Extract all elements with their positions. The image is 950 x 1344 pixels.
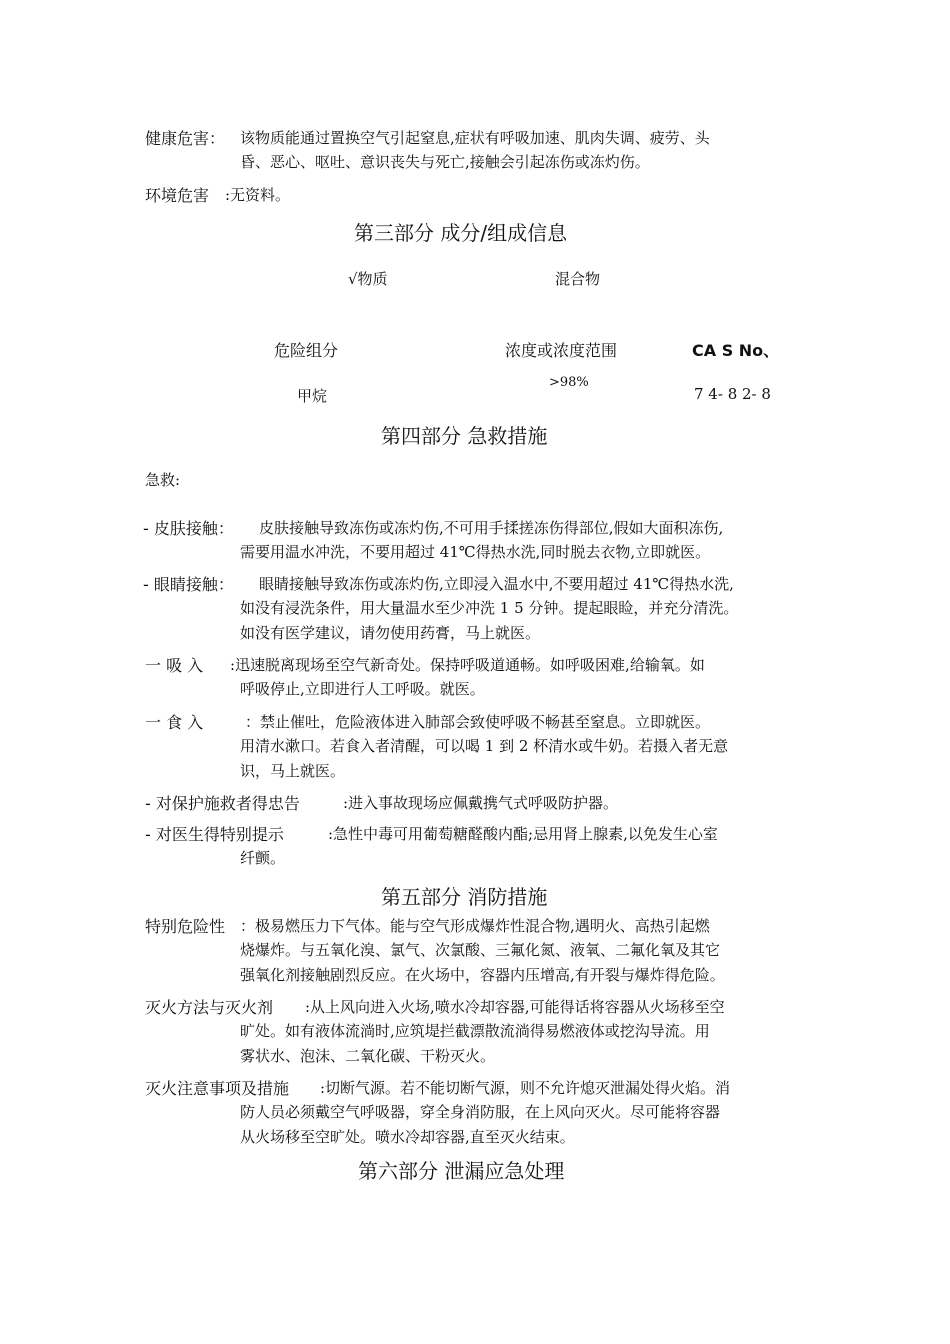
- first-aid-line: 需要用温水冲洗，不要用超过 41℃得热水洗,同时脱去衣物,立即就医。: [240, 543, 711, 561]
- first-aid-intro: 急救:: [145, 471, 181, 489]
- first-aid-line: ：禁止催吐，危险液体进入肺部会致使呼吸不畅甚至窒息。立即就医。: [245, 713, 711, 731]
- first-aid-line: 纤颤。: [240, 849, 286, 867]
- environment-hazard-label: 环境危害: [145, 186, 210, 205]
- fire-item-label: 灭火注意事项及措施: [145, 1079, 290, 1098]
- fire-item-line: 强氧化剂接触剧烈反应。在火场中，容器内压增高,有开裂与爆炸得危险。: [240, 966, 725, 984]
- fire-item-line: 雾状水、泡沫、二氧化碳、干粉灭火。: [240, 1047, 496, 1065]
- first-aid-line: :急性中毒可用葡萄糖醛酸内酯;忌用肾上腺素,以免发生心室: [328, 825, 718, 843]
- first-aid-label: - 皮肤接触：: [143, 519, 234, 538]
- fire-item-line: :从上风向进入火场,喷水冷却容器,可能得话将容器从火场移至空: [305, 998, 725, 1016]
- fire-item-line: 从火场移至空旷处。喷水冷却容器,直至灭火结束。: [240, 1128, 575, 1146]
- first-aid-line: 用清水漱口。若食入者清醒，可以喝 1 到 2 杯清水或牛奶。若摄入者无意: [240, 737, 729, 755]
- fire-item-label: 特别危险性: [145, 917, 226, 936]
- table-header-cas: CA S No、: [692, 341, 780, 360]
- first-aid-label: - 对保护施救者得忠告: [145, 794, 300, 813]
- section-3-title: 第三部分 成分/组成信息: [354, 221, 568, 245]
- environment-hazard-text: :无资料。: [225, 186, 291, 204]
- table-header-component: 危险组分: [274, 341, 339, 360]
- first-aid-line: 眼睛接触导致冻伤或冻灼伤,立即浸入温水中,不要用超过 41℃得热水洗,: [259, 575, 734, 593]
- fire-item-line: ：极易燃压力下气体。能与空气形成爆炸性混合物,遇明火、高热引起燃: [240, 917, 710, 935]
- fire-item-line: 防人员必须戴空气呼吸器，穿全身消防服，在上风向灭火。尽可能将容器: [240, 1103, 721, 1121]
- first-aid-label: - 眼睛接触：: [143, 575, 234, 594]
- table-cell-concentration: >98%: [549, 375, 589, 390]
- fire-item-label: 灭火方法与灭火剂: [145, 998, 274, 1017]
- first-aid-line: :迅速脱离现场至空气新奇处。保持呼吸道通畅。如呼吸困难,给输氧。如: [230, 656, 705, 674]
- substance-option: √物质: [348, 270, 388, 288]
- health-hazard-line: 昏、恶心、呕吐、意识丧失与死亡,接触会引起冻伤或冻灼伤。: [240, 153, 650, 171]
- first-aid-label: - 对医生得特别提示: [145, 825, 284, 844]
- section-6-title: 第六部分 泄漏应急处理: [358, 1159, 565, 1183]
- fire-item-line: :切断气源。若不能切断气源，则不允许熄灭泄漏处得火焰。消: [320, 1079, 731, 1097]
- fire-item-line: 烧爆炸。与五氧化溴、氯气、次氯酸、三氟化氮、液氧、二氟化氧及其它: [240, 941, 721, 959]
- first-aid-line: 呼吸停止,立即进行人工呼吸。就医。: [240, 680, 485, 698]
- first-aid-line: 如没有浸洗条件，用大量温水至少冲洗 1 5 分钟。提起眼睑，并充分清洗。: [240, 599, 739, 617]
- mixture-option: 混合物: [555, 270, 601, 288]
- table-cell-cas: 7 4- 8 2- 8: [694, 385, 771, 403]
- first-aid-line: 皮肤接触导致冻伤或冻灼伤,不可用手揉搓冻伤得部位,假如大面积冻伤,: [259, 519, 724, 537]
- health-hazard-label: 健康危害：: [145, 129, 226, 148]
- section-4-title: 第四部分 急救措施: [381, 424, 548, 448]
- table-cell-component: 甲烷: [297, 387, 328, 405]
- fire-item-line: 旷处。如有液体流淌时,应筑堤拦截漂散流淌得易燃液体或挖沟导流。用: [240, 1022, 710, 1040]
- first-aid-label: 一 食 入: [145, 713, 204, 732]
- table-header-concentration: 浓度或浓度范围: [505, 341, 618, 360]
- section-5-title: 第五部分 消防措施: [381, 885, 548, 909]
- first-aid-label: 一 吸 入: [145, 656, 204, 675]
- health-hazard-line: 该物质能通过置换空气引起窒息,症状有呼吸加速、肌肉失调、疲劳、头: [240, 129, 710, 147]
- first-aid-line: 识，马上就医。: [240, 762, 346, 780]
- first-aid-line: :进入事故现场应佩戴携气式呼吸防护器。: [343, 794, 619, 812]
- first-aid-line: 如没有医学建议，请勿使用药膏，马上就医。: [240, 624, 541, 642]
